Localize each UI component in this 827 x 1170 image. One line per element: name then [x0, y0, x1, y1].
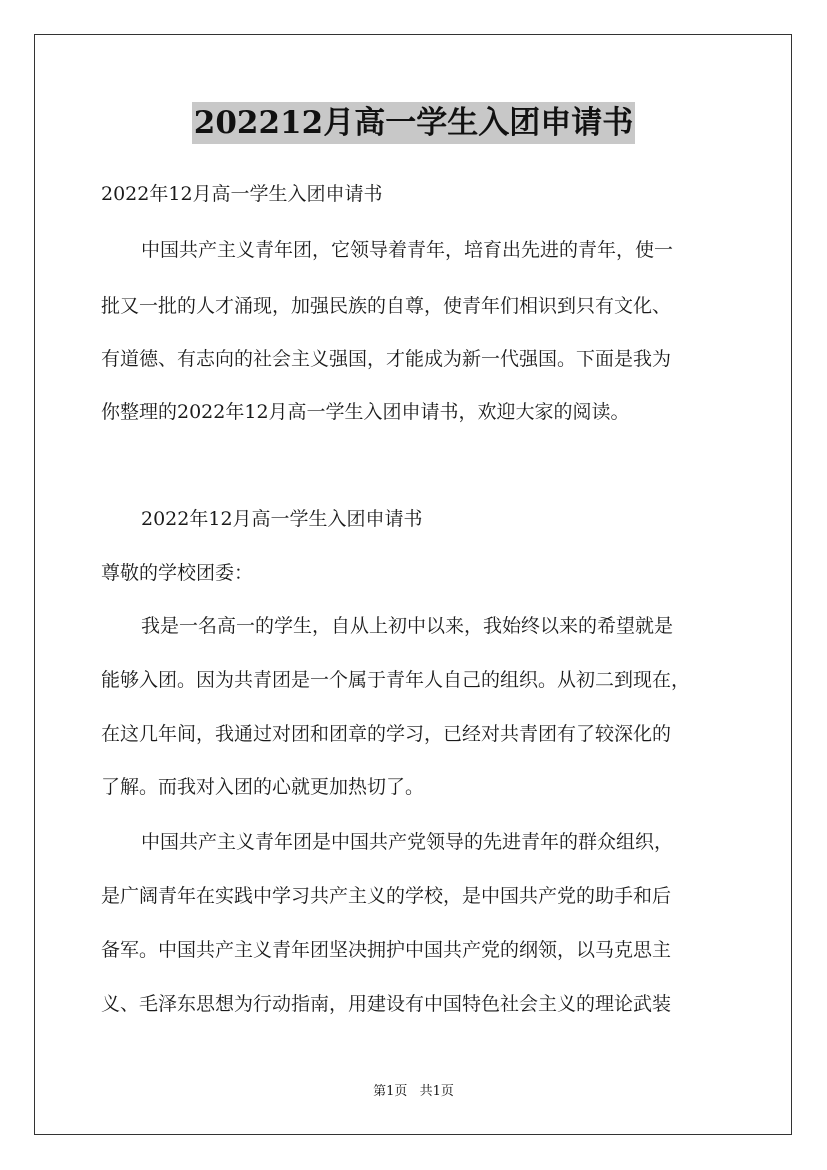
paragraph-line: 我是一名高一的学生，自从上初中以来，我始终以来的希望就是: [141, 615, 674, 637]
document-subtitle: 2022年12月高一学生入团申请书: [101, 183, 383, 205]
intro-line: 有道德、有志向的社会主义强国，才能成为新一代强国。下面是我为: [101, 348, 672, 370]
paragraph-line: 是广阔青年在实践中学习共产主义的学校，是中国共产党的助手和后: [101, 885, 672, 907]
intro-line: 你整理的2022年12月高一学生入团申请书，欢迎大家的阅读。: [101, 401, 630, 423]
title-container: [0, 102, 827, 144]
document-title: 202212月高一学生入团申请书: [192, 102, 635, 144]
paragraph-line: 备军。中国共产主义青年团坚决拥护中国共产党的纲领，以马克思主: [101, 939, 672, 961]
paragraph-line: 了解。而我对入团的心就更加热切了。: [101, 776, 425, 798]
paragraph-line: 能够入团。因为共青团是一个属于青年人自己的组织。从初二到现在，: [101, 669, 691, 691]
paragraph-line: 在这几年间，我通过对团和团章的学习，已经对共青团有了较深化的: [101, 723, 672, 745]
page-number-current: 第1页: [373, 1084, 408, 1099]
page-number-total: 共1页: [419, 1084, 454, 1099]
paragraph-line: 中国共产主义青年团是中国共产党领导的先进青年的群众组织，: [141, 831, 674, 853]
page-footer: [0, 1082, 827, 1102]
intro-line: 批又一批的人才涌现，加强民族的自尊，使青年们相识到只有文化、: [101, 295, 672, 317]
paragraph-line: 义、毛泽东思想为行动指南，用建设有中国特色社会主义的理论武装: [101, 993, 672, 1015]
salutation: 尊敬的学校团委：: [101, 562, 254, 584]
section-heading: 2022年12月高一学生入团申请书: [141, 508, 423, 530]
intro-line: 中国共产主义青年团，它领导着青年，培育出先进的青年，使一: [141, 239, 674, 261]
